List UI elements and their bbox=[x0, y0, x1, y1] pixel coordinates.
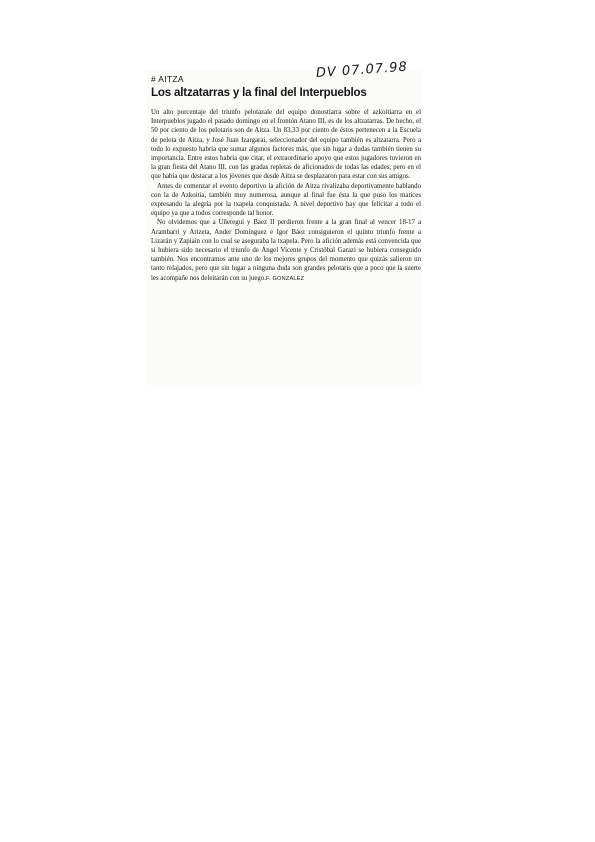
article-paragraph bbox=[151, 218, 421, 283]
article-paragraph: Un alto porcentaje del triunfo pelotazale del equipo donostiarra sobre el azkoitiarra en el Interpueblos jugado el pasado domingo en el frontón Atano III, es de los altzatarras. De hecho, el 50 por ciento de los pelotaris son de Aitza. Un 83,33 por ciento de éstos pertenecen a la Escuela de pelota de Aitza, y José Juan Izargarai, seleccionador del equipo también es altzatarra. Pero a todo lo expuesto habría que sumar algunos factores más, que sin lugar a dudas también tienen su importancia. Entre estos habría que citar, el extraordinario apoyo que estos jugadores tuvieron en la gran fiesta del Atano III, con las gradas repletas de aficionados de todas las edades, pero en el que había que destacar a los jóvenes que desde Aitza se desplazaron para estar con sus amigos. bbox=[151, 109, 421, 181]
article-paragraph: Antes de comenzar el evento deportivo la afición de Aitza rivalizaba deportivamente hablando con la de Azkoitia, también muy numerosa, aunque al final fue ésta la que puso los matices expresando la alegría por la txapela conquistada. A nivel deportivo hay que felicitar a todo el equipo ya que a todos corresponde tal honor. bbox=[151, 182, 421, 218]
article-headline: Los altzatarras y la final del Interpueblos bbox=[151, 86, 367, 99]
article-body bbox=[151, 108, 421, 284]
handwritten-date-note: DV 07.07.98 bbox=[315, 59, 409, 81]
article-byline: F. GONZALEZ bbox=[265, 275, 305, 282]
section-label: # AITZA bbox=[151, 74, 184, 84]
newspaper-clipping bbox=[146, 59, 421, 385]
article-paragraph-text: No olvidemos que a Uñeregui y Baez II perdieron frente a la gran final al vencer 18-17 a Arambarri y Arizeta, Ander Domínguez e Igor Báez consiguieron el quinto triunfo frente a Lizarán y Zapiain con lo cual se aseguraba la txapela. Pero la afición además está convencida que si hubiera sido necesario el triunfo de Ángel Vicente y Cristóbal Garazi se hubiera conseguido también. Nos encontramos ante uno de los mejores grupos del momento que quizás salieron un tanto relajados, pero que sin lugar a ninguna duda son grandes pelotaris que a poco que la suerte les acompañe nos deleitarán con su juego. bbox=[151, 219, 421, 282]
